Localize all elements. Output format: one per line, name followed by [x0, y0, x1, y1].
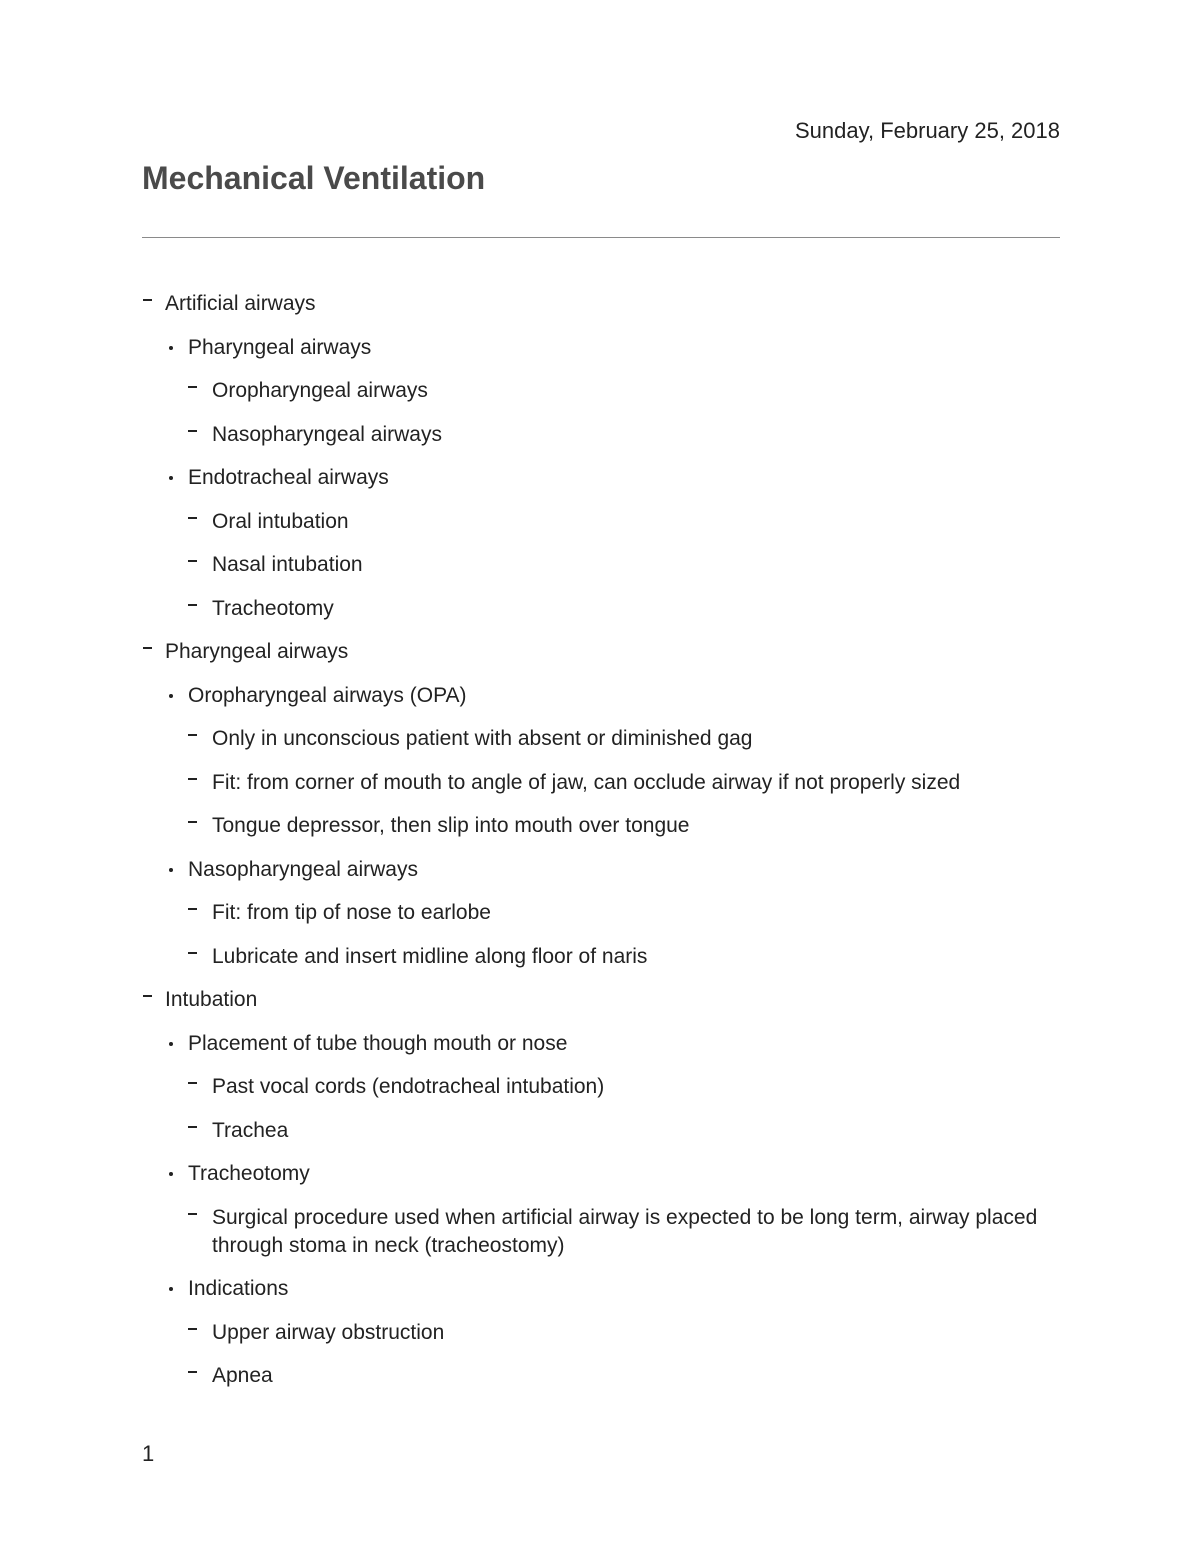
outline-item-level-0 — [142, 290, 1060, 318]
outline-item-text: Tracheotomy — [188, 1162, 310, 1185]
outline-item-text: Nasopharyngeal airways — [188, 857, 418, 881]
outline-item-text: Past vocal cords (endotracheal intubation) — [212, 1075, 605, 1098]
outline-item-level-1 — [142, 1160, 1060, 1188]
outline-item-level-2 — [142, 725, 1060, 753]
outline-item-level-2 — [142, 1319, 1060, 1347]
notes-outline — [142, 290, 1060, 1406]
outline-item-level-1 — [142, 464, 1060, 492]
note-date: Sunday, February 25, 2018 — [795, 118, 1060, 143]
outline-item-level-2 — [142, 1117, 1060, 1145]
page-number: 1 — [142, 1441, 155, 1466]
outline-item-text: Artificial airways — [165, 292, 316, 315]
outline-item-level-2 — [142, 421, 1060, 449]
outline-item-level-1 — [142, 334, 1060, 362]
outline-item-level-2 — [142, 1073, 1060, 1101]
page-title: Mechanical Ventilation — [142, 160, 486, 196]
outline-item-text: Endotracheal airways — [188, 466, 389, 489]
outline-item-text: Trachea — [212, 1118, 289, 1142]
outline-item-level-2 — [142, 812, 1060, 840]
outline-item-text: Surgical procedure used when artificial airway is expected to be long term, airway placed through stoma in neck (tracheostomy) — [212, 1205, 1038, 1257]
outline-item-text: Oropharyngeal airways (OPA) — [188, 683, 467, 707]
outline-item-level-2 — [142, 943, 1060, 971]
outline-item-level-2 — [142, 1362, 1060, 1390]
outline-item-level-2 — [142, 508, 1060, 536]
outline-item-level-2 — [142, 899, 1060, 927]
outline-item-text: Tracheotomy — [212, 596, 334, 620]
outline-item-text: Intubation — [165, 988, 258, 1011]
outline-item-level-0 — [142, 638, 1060, 666]
outline-item-text: Oral intubation — [212, 509, 349, 533]
outline-item-level-2 — [142, 769, 1060, 797]
outline-item-text: Indications — [188, 1277, 289, 1300]
outline-item-level-2 — [142, 1204, 1060, 1260]
outline-item-text: Pharyngeal airways — [188, 335, 372, 359]
outline-item-level-1 — [142, 1275, 1060, 1303]
outline-item-text: Lubricate and insert midline along floor of naris — [212, 944, 648, 968]
outline-item-text: Placement of tube though mouth or nose — [188, 1031, 568, 1055]
outline-item-text: Fit: from tip of nose to earlobe — [212, 901, 491, 924]
outline-item-text: Nasal intubation — [212, 553, 363, 576]
outline-item-text: Fit: from corner of mouth to angle of jaw, can occlude airway if not properly sized — [212, 770, 961, 794]
outline-item-text: Apnea — [212, 1364, 273, 1387]
outline-item-level-0 — [142, 986, 1060, 1014]
outline-item-text: Oropharyngeal airways — [212, 379, 428, 402]
outline-item-level-2 — [142, 595, 1060, 623]
outline-item-text: Only in unconscious patient with absent or diminished gag — [212, 727, 753, 750]
outline-item-text: Tongue depressor, then slip into mouth over tongue — [212, 814, 690, 837]
outline-item-text: Pharyngeal airways — [165, 640, 349, 663]
outline-item-text: Upper airway obstruction — [212, 1320, 445, 1344]
outline-item-level-1 — [142, 682, 1060, 710]
title-divider — [142, 237, 1060, 238]
outline-item-level-1 — [142, 1030, 1060, 1058]
outline-item-level-2 — [142, 551, 1060, 579]
outline-item-level-2 — [142, 377, 1060, 405]
outline-item-level-1 — [142, 856, 1060, 884]
outline-item-text: Nasopharyngeal airways — [212, 422, 442, 446]
